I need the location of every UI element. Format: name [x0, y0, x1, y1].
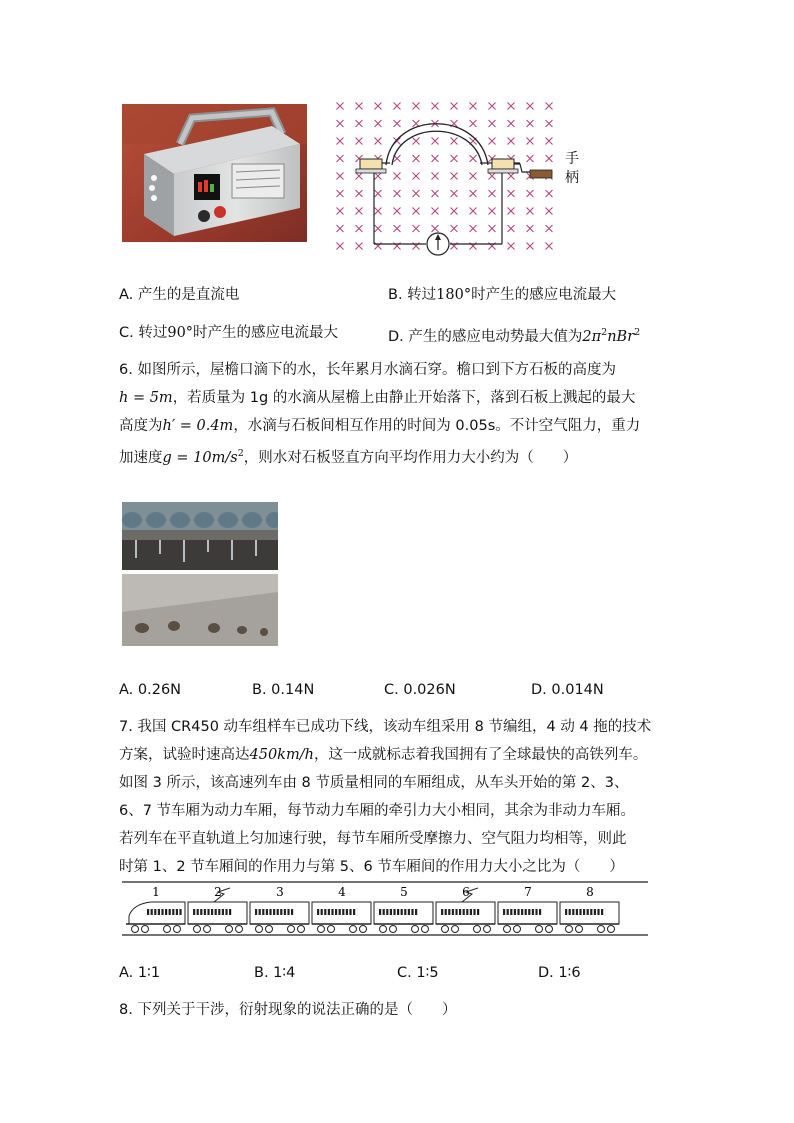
- handle-label-1: 手: [565, 151, 579, 167]
- car-number-label: 3: [276, 885, 284, 899]
- field-cross-mark: [470, 120, 477, 127]
- field-cross-mark: [375, 120, 382, 127]
- field-cross-mark: [337, 190, 344, 197]
- field-cross-mark: [356, 190, 363, 197]
- field-cross-mark: [394, 190, 401, 197]
- car-number-label: 7: [524, 885, 532, 899]
- field-cross-mark: [546, 243, 553, 250]
- field-cross-mark: [451, 208, 458, 215]
- car-number-label: 2: [214, 885, 222, 899]
- field-cross-mark: [489, 190, 496, 197]
- eaves-stone-photo: [122, 502, 278, 646]
- field-cross-mark: [508, 190, 515, 197]
- field-cross-mark: [508, 243, 515, 250]
- field-cross-mark: [527, 225, 534, 232]
- field-cross-mark: [337, 138, 344, 145]
- field-cross-mark: [546, 120, 553, 127]
- question-7-text: 7. 我国 CR450 动车组样车已成功下线，该动车组采用 8 节编组，4 动 4 拖的技术 方案，试验时速高达450km/h，这一成就标志着我国拥有了全球最快的高铁列车。 如图 3 所示，该高速列车由 8 节质量相同的车厢组成，从车头开始的第 2、3、 6、7 节车厢为动力车厢，每节动力车厢的牵引力大小相同，其余为非动力车厢。 若列车在平直轨道上匀加速行驶，每节车厢所受摩擦力、空气阻力均相等，则此 时第 1、2 节车厢间的作用力与第 5、6 节车厢间的作用力大小之比为（ ）: [119, 719, 652, 875]
- field-cross-mark: [394, 173, 401, 180]
- field-cross-mark: [508, 173, 515, 180]
- field-cross-mark: [508, 103, 515, 110]
- field-cross-mark: [451, 190, 458, 197]
- field-cross-mark: [356, 208, 363, 215]
- field-cross-mark: [451, 173, 458, 180]
- field-cross-mark: [546, 208, 553, 215]
- car-number-label: 4: [338, 885, 346, 899]
- field-cross-mark: [489, 208, 496, 215]
- field-cross-mark: [546, 190, 553, 197]
- field-cross-mark: [375, 103, 382, 110]
- field-cross-mark: [356, 225, 363, 232]
- field-cross-mark: [508, 225, 515, 232]
- field-cross-mark: [546, 155, 553, 162]
- generator-photo: [122, 104, 307, 242]
- field-cross-mark: [470, 103, 477, 110]
- q5-option-d: D. 产生的感应电动势最大值为$2\pi^2nBr^2$: [388, 327, 641, 345]
- train-car: [560, 902, 619, 933]
- field-cross-mark: [546, 225, 553, 232]
- handle-label-2: 柄: [565, 170, 579, 186]
- question-8-text: 8. 下列关于干涉，衍射现象的说法正确的是（ ）: [119, 1002, 457, 1018]
- q7-option-b: B. 1∶4: [254, 965, 296, 981]
- field-cross-mark: [432, 103, 439, 110]
- car-number-label: 1: [152, 885, 160, 899]
- q5-option-a: A. 产生的是直流电: [119, 287, 240, 303]
- q5-option-c: C. 转过90°时产生的感应电流最大: [119, 325, 339, 341]
- field-cross-mark: [527, 208, 534, 215]
- field-cross-mark: [432, 155, 439, 162]
- q5-option-b: B. 转过180°时产生的感应电流最大: [388, 287, 617, 303]
- field-cross-mark: [489, 225, 496, 232]
- q7-option-c: C. 1∶5: [397, 965, 439, 981]
- field-cross-mark: [337, 208, 344, 215]
- car-number-label: 5: [400, 885, 408, 899]
- field-cross-mark: [489, 138, 496, 145]
- field-cross-mark: [508, 138, 515, 145]
- field-cross-mark: [413, 103, 420, 110]
- field-cross-mark: [470, 173, 477, 180]
- field-cross-mark: [413, 138, 420, 145]
- field-cross-mark: [527, 138, 534, 145]
- field-cross-mark: [375, 173, 382, 180]
- field-cross-mark: [470, 225, 477, 232]
- field-cross-mark: [451, 225, 458, 232]
- field-cross-mark: [432, 225, 439, 232]
- field-cross-mark: [356, 103, 363, 110]
- q6-option-b: B. 0.14N: [252, 682, 315, 698]
- field-cross-mark: [546, 138, 553, 145]
- field-cross-mark: [527, 120, 534, 127]
- train-car: [250, 902, 309, 933]
- field-cross-mark: [508, 208, 515, 215]
- field-cross-mark: [337, 155, 344, 162]
- question-6-text: 6. 如图所示，屋檐口滴下的水，长年累月水滴石穿。檐口到下方石板的高度为 h = 5m，若质量为 1g 的水滴从屋檐上由静止开始落下，落到石板上溅起的最大 高度为h′ = 0.4m，水滴与石板间相互作用的时间为 0.05s。不计空气阻力，重力 加速度$g = 10m/s^2$，则水对石板竖直方向平均作用力大小约为（ ）: [119, 362, 641, 466]
- field-cross-mark: [451, 103, 458, 110]
- field-cross-mark: [375, 138, 382, 145]
- field-cross-mark: [432, 138, 439, 145]
- magnetic-field-diagram: [330, 100, 560, 256]
- train-car: [374, 902, 433, 933]
- field-cross-mark: [432, 208, 439, 215]
- field-cross-mark: [527, 190, 534, 197]
- field-cross-mark: [413, 225, 420, 232]
- field-cross-mark: [527, 243, 534, 250]
- field-cross-mark: [489, 173, 496, 180]
- field-cross-mark: [489, 120, 496, 127]
- field-cross-mark: [527, 103, 534, 110]
- train-car: [188, 902, 247, 933]
- field-cross-mark: [375, 225, 382, 232]
- field-cross-mark: [413, 155, 420, 162]
- field-cross-mark: [394, 120, 401, 127]
- crank-handle: [530, 170, 552, 178]
- train-car: [126, 902, 185, 933]
- car-number-label: 8: [586, 885, 594, 899]
- field-cross-mark: [489, 103, 496, 110]
- q6-option-a: A. 0.26N: [119, 682, 182, 698]
- field-cross-mark: [337, 103, 344, 110]
- train-car: [498, 902, 557, 933]
- field-cross-mark: [470, 155, 477, 162]
- field-cross-mark: [375, 190, 382, 197]
- q7-option-a: A. 1∶1: [119, 965, 161, 981]
- field-cross-mark: [451, 138, 458, 145]
- field-cross-mark: [394, 208, 401, 215]
- field-cross-mark: [337, 173, 344, 180]
- train-diagram: [120, 878, 650, 940]
- field-cross-mark: [546, 103, 553, 110]
- q7-option-d: D. 1∶6: [538, 965, 581, 981]
- field-cross-mark: [375, 208, 382, 215]
- field-cross-mark: [394, 103, 401, 110]
- q6-option-c: C. 0.026N: [384, 682, 456, 698]
- field-cross-mark: [394, 225, 401, 232]
- field-cross-mark: [432, 173, 439, 180]
- field-cross-mark: [337, 120, 344, 127]
- field-cross-mark: [470, 208, 477, 215]
- field-cross-mark: [337, 225, 344, 232]
- field-cross-mark: [356, 120, 363, 127]
- field-cross-mark: [356, 138, 363, 145]
- field-cross-mark: [451, 155, 458, 162]
- field-cross-mark: [337, 243, 344, 250]
- train-car: [312, 902, 371, 933]
- field-cross-mark: [527, 155, 534, 162]
- field-cross-mark: [413, 208, 420, 215]
- field-cross-mark: [356, 173, 363, 180]
- field-cross-mark: [413, 173, 420, 180]
- q6-option-d: D. 0.014N: [531, 682, 604, 698]
- field-cross-mark: [413, 190, 420, 197]
- field-cross-mark: [432, 190, 439, 197]
- car-number-label: 6: [462, 885, 470, 899]
- field-cross-mark: [508, 120, 515, 127]
- field-cross-mark: [470, 190, 477, 197]
- field-cross-mark: [356, 243, 363, 250]
- train-car: [436, 902, 495, 933]
